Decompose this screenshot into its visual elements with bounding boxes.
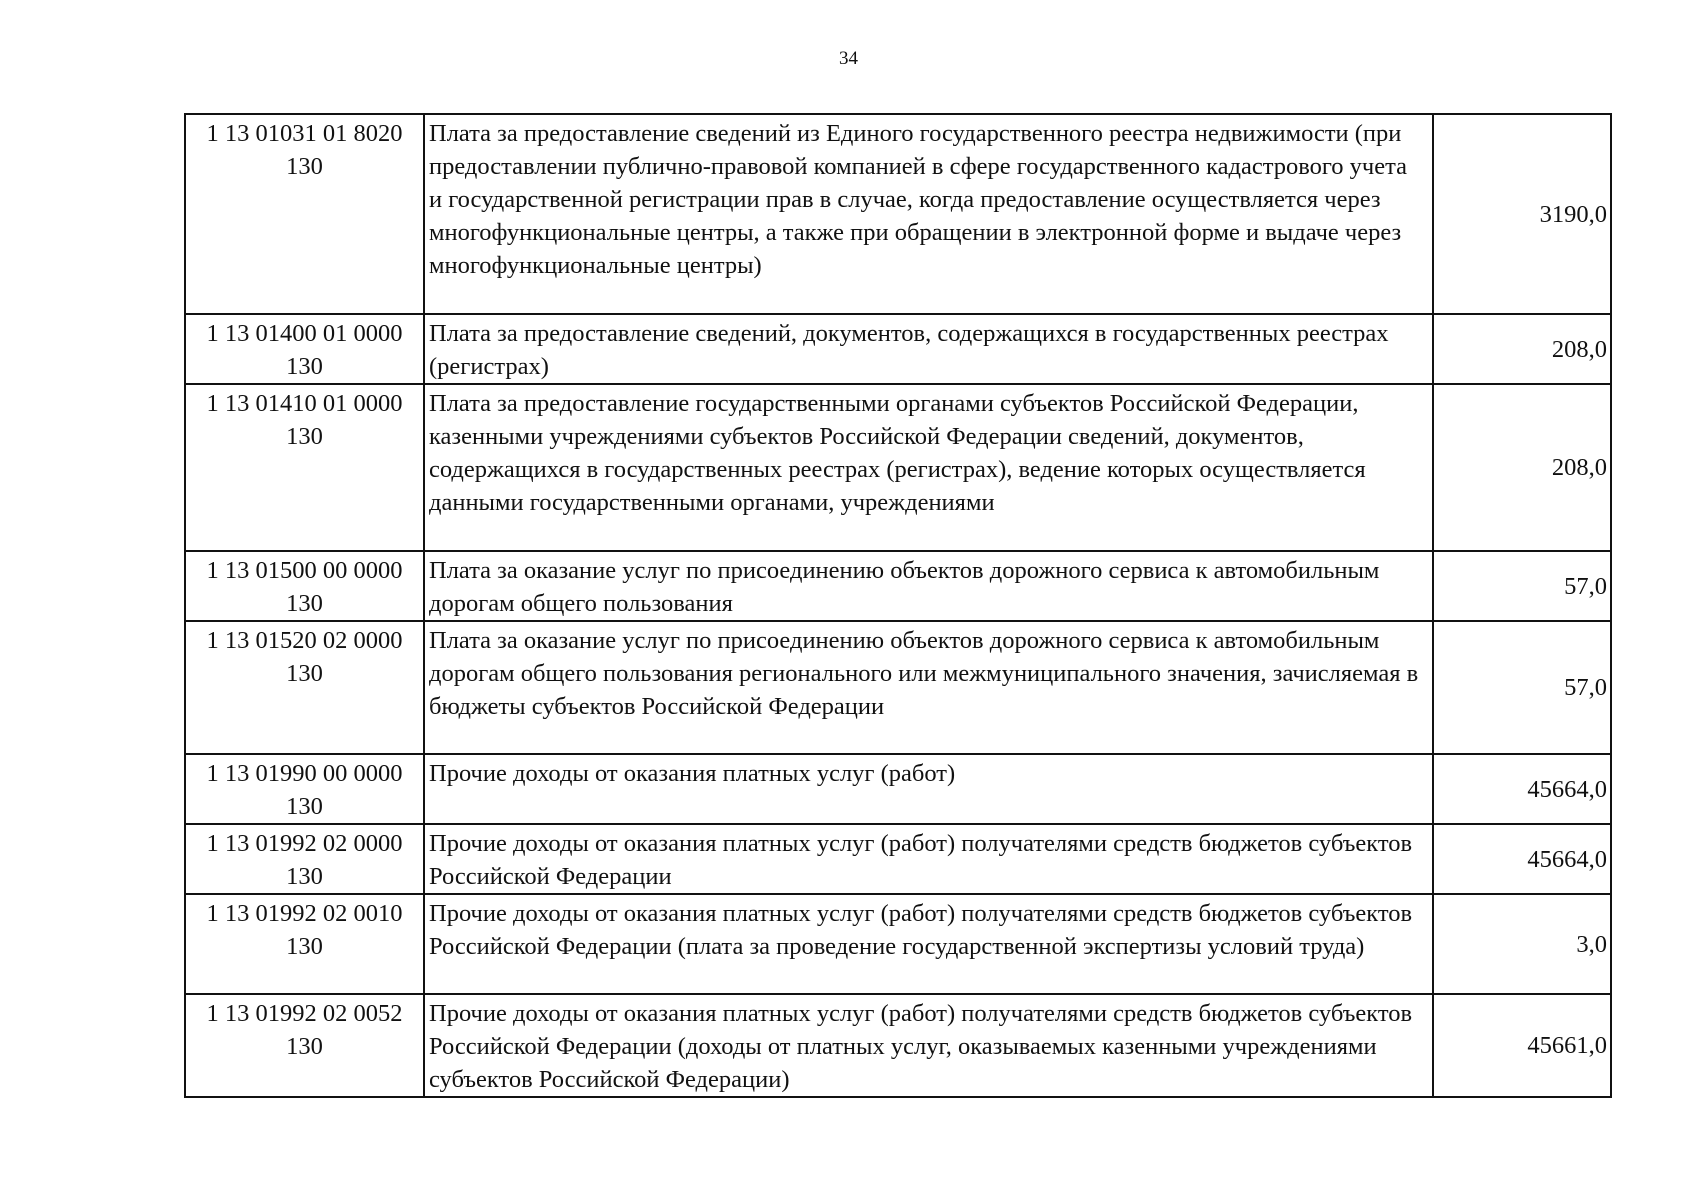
revenue-code-suffix: 130 [286,660,323,687]
revenue-code: 1 13 01992 02 0052 [206,1000,403,1027]
revenue-code: 1 13 01400 01 0000 [206,320,403,347]
revenue-code-suffix: 130 [286,590,323,617]
revenue-code-cell [185,894,424,994]
revenue-description: Плата за предоставление сведений, документов, содержащихся в государственных реестрах (регистрах) [424,314,1433,384]
table-row [185,994,1611,1097]
revenue-code: 1 13 01992 02 0000 [206,830,403,857]
revenue-amount: 3190,0 [1433,114,1611,314]
page-number: 34 [839,48,858,69]
revenue-code-suffix: 130 [286,353,323,380]
table-row [185,114,1611,314]
revenue-code: 1 13 01500 00 0000 [206,557,403,584]
revenue-code-cell [185,314,424,384]
revenue-table-body [185,114,1611,1097]
revenue-description: Прочие доходы от оказания платных услуг (работ) [424,754,1433,824]
revenue-code-suffix: 130 [286,793,323,820]
revenue-code-cell [185,384,424,551]
revenue-description: Прочие доходы от оказания платных услуг (работ) получателями средств бюджетов субъектов Российской Федерации [424,824,1433,894]
revenue-code: 1 13 01031 01 8020 [206,120,403,147]
revenue-code: 1 13 01990 00 0000 [206,760,403,787]
revenue-code-cell [185,621,424,754]
revenue-code-cell [185,114,424,314]
revenue-code: 1 13 01410 01 0000 [206,390,403,417]
table-row [185,824,1611,894]
revenue-description: Плата за оказание услуг по присоединению объектов дорожного сервиса к автомобильным дорогам общего пользования регионального или межмуниципального значения, зачисляемая в бюджеты субъектов Российской Федерации [424,621,1433,754]
table-row [185,754,1611,824]
revenue-description: Плата за предоставление государственными органами субъектов Российской Федерации, казенными учреждениями субъектов Российской Федерации сведений, документов, содержащихся в государственных реестрах (регистрах), ведение которых осуществляется данными государственными органами, учреждениями [424,384,1433,551]
revenue-amount: 57,0 [1433,621,1611,754]
revenue-code-suffix: 130 [286,863,323,890]
revenue-code-suffix: 130 [286,153,323,180]
revenue-code-suffix: 130 [286,933,323,960]
revenue-code: 1 13 01992 02 0010 [206,900,403,927]
revenue-amount: 208,0 [1433,384,1611,551]
table-row [185,314,1611,384]
revenue-amount: 208,0 [1433,314,1611,384]
revenue-code-cell [185,994,424,1097]
revenue-amount: 3,0 [1433,894,1611,994]
table-row [185,384,1611,551]
revenue-amount: 45661,0 [1433,994,1611,1097]
revenue-table [184,113,1612,1098]
table-row [185,621,1611,754]
revenue-description: Прочие доходы от оказания платных услуг (работ) получателями средств бюджетов субъектов Российской Федерации (плата за проведение государственной экспертизы условий труда) [424,894,1433,994]
revenue-amount: 57,0 [1433,551,1611,621]
table-row [185,894,1611,994]
revenue-description: Прочие доходы от оказания платных услуг (работ) получателями средств бюджетов субъектов Российской Федерации (доходы от платных услуг, оказываемых казенными учреждениями субъектов Российской Федерации) [424,994,1433,1097]
revenue-code-cell [185,824,424,894]
revenue-amount: 45664,0 [1433,754,1611,824]
revenue-description: Плата за предоставление сведений из Единого государственного реестра недвижимости (при предоставлении публично-правовой компанией в сфере государственного кадастрового учета и государственной регистрации прав в случае, когда предоставление осуществляется через многофункциональные центры, а также при обращении в электронной форме и выдаче через многофункциональные центры) [424,114,1433,314]
revenue-amount: 45664,0 [1433,824,1611,894]
revenue-code-cell [185,551,424,621]
table-row [185,551,1611,621]
revenue-code-suffix: 130 [286,423,323,450]
revenue-code-suffix: 130 [286,1033,323,1060]
revenue-code: 1 13 01520 02 0000 [206,627,403,654]
revenue-description: Плата за оказание услуг по присоединению объектов дорожного сервиса к автомобильным дорогам общего пользования [424,551,1433,621]
revenue-code-cell [185,754,424,824]
